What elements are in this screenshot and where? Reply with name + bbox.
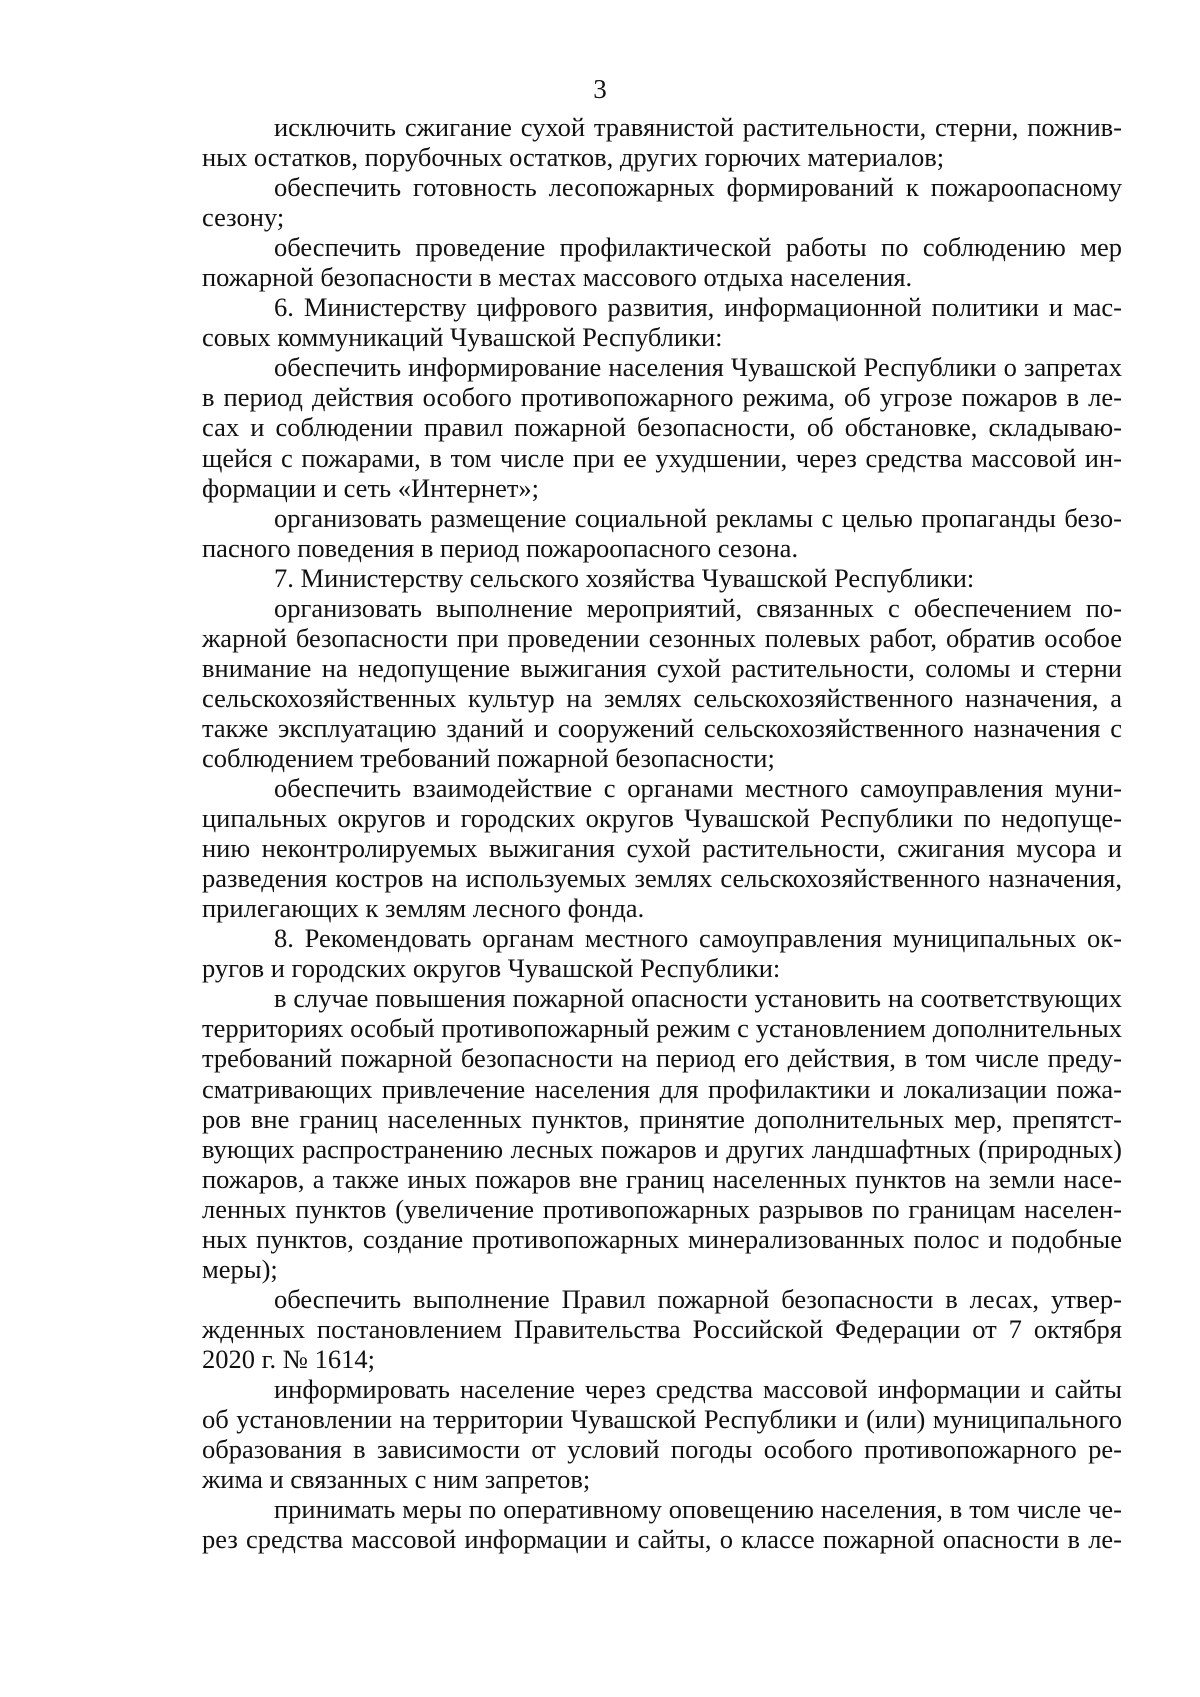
text-line: сельскохозяйственных культур на землях сельскохозяйственного назначения, а <box>202 682 1122 713</box>
text-line: меры); <box>202 1253 278 1284</box>
text-line: рез средства массовой информации и сайты, о классе пожарной опасности в ле- <box>202 1524 1122 1555</box>
text-line: обеспечить взаимодействие с органами местного самоуправления муни- <box>274 773 1122 804</box>
text-line: ругов и городских округов Чувашской Республики: <box>202 953 781 984</box>
text-line: щейся с пожарами, в том числе при ее ухудшении, через средства массовой ин- <box>202 442 1122 473</box>
text-line: сматривающих привлечение населения для профилактики и локализации пожа- <box>202 1073 1122 1104</box>
text-line: организовать размещение социальной рекламы с целью пропаганды безо- <box>274 502 1122 533</box>
text-line: исключить сжигание сухой травянистой растительности, стерни, пожнив- <box>274 112 1122 142</box>
text-line: требований пожарной безопасности на период его действия, в том числе преду- <box>202 1043 1122 1074</box>
text-line: обеспечить проведение профилактической работы по соблюдению мер <box>274 232 1122 263</box>
text-line: в случае повышения пожарной опасности установить на соответствующих <box>274 983 1122 1014</box>
text-line: 2020 г. № 1614; <box>202 1343 376 1374</box>
text-line: пожарной безопасности в местах массового отдыха населения. <box>202 262 913 293</box>
text-line: 8. Рекомендовать органам местного самоуправления муниципальных ок- <box>274 923 1122 954</box>
text-line: соблюдением требований пожарной безопасности; <box>202 742 775 773</box>
text-line: жденных постановлением Правительства Российской Федерации от 7 октября <box>202 1313 1122 1344</box>
text-line: 7. Министерству сельского хозяйства Чувашской Республики: <box>274 562 975 593</box>
text-line: информировать население через средства массовой информации и сайты <box>274 1373 1122 1404</box>
text-line: 6. Министерству цифрового развития, информационной политики и мас- <box>274 292 1122 323</box>
text-line: нию неконтролируемых выжигания сухой растительности, сжигания мусора и <box>202 833 1122 864</box>
text-line: обеспечить выполнение Правил пожарной безопасности в лесах, утвер- <box>274 1283 1122 1314</box>
body-text <box>202 112 1122 1554</box>
text-line: организовать выполнение мероприятий, связанных с обеспечением по- <box>274 592 1122 623</box>
text-line: обеспечить информирование населения Чувашской Республики о запретах <box>274 352 1122 383</box>
text-line: также эксплуатацию зданий и сооружений сельскохозяйственного назначения с <box>202 712 1122 743</box>
text-line: ных пунктов, создание противопожарных минерализованных полос и подобные <box>202 1223 1122 1254</box>
text-line: жима и связанных с ним запретов; <box>202 1464 591 1495</box>
text-line: обеспечить готовность лесопожарных формирований к пожароопасному <box>274 172 1122 203</box>
text-line: пасного поведения в период пожароопасного сезона. <box>202 532 799 563</box>
text-line: совых коммуникаций Чувашской Республики: <box>202 322 723 353</box>
text-line: разведения костров на используемых землях сельскохозяйственного назначения, <box>202 863 1122 894</box>
text-line: об установлении на территории Чувашской Республики и (или) муниципального <box>202 1404 1122 1435</box>
text-line: жарной безопасности при проведении сезонных полевых работ, обратив особое <box>202 622 1122 653</box>
text-line: в период действия особого противопожарного режима, об угрозе пожаров в ле- <box>202 382 1122 413</box>
text-line: прилегающих к землям лесного фонда. <box>202 893 645 924</box>
text-line: сезону; <box>202 202 285 233</box>
text-line: сах и соблюдении правил пожарной безопасности, об обстановке, складываю- <box>202 412 1122 443</box>
text-line: ных остатков, порубочных остатков, других горючих материалов; <box>202 142 945 173</box>
text-line: внимание на недопущение выжигания сухой растительности, соломы и стерни <box>202 652 1122 683</box>
text-line: формации и сеть «Интернет»; <box>202 472 540 503</box>
text-line: вующих распространению лесных пожаров и других ландшафтных (природных) <box>202 1133 1122 1164</box>
text-line: принимать меры по оперативному оповещению населения, в том числе че- <box>274 1494 1122 1525</box>
text-line: территориях особый противопожарный режим с установлением дополнительных <box>202 1013 1122 1044</box>
page-number: 3 <box>593 74 607 104</box>
text-line: образования в зависимости от условий погоды особого противопожарного ре- <box>202 1434 1122 1465</box>
text-line: ров вне границ населенных пунктов, принятие дополнительных мер, препятст- <box>202 1103 1122 1134</box>
text-line: пожаров, а также иных пожаров вне границ населенных пунктов на земли насе- <box>202 1163 1122 1194</box>
text-line: ципальных округов и городских округов Чувашской Республики по недопуще- <box>202 803 1122 834</box>
text-line: ленных пунктов (увеличение противопожарных разрывов по границам населен- <box>202 1193 1122 1224</box>
